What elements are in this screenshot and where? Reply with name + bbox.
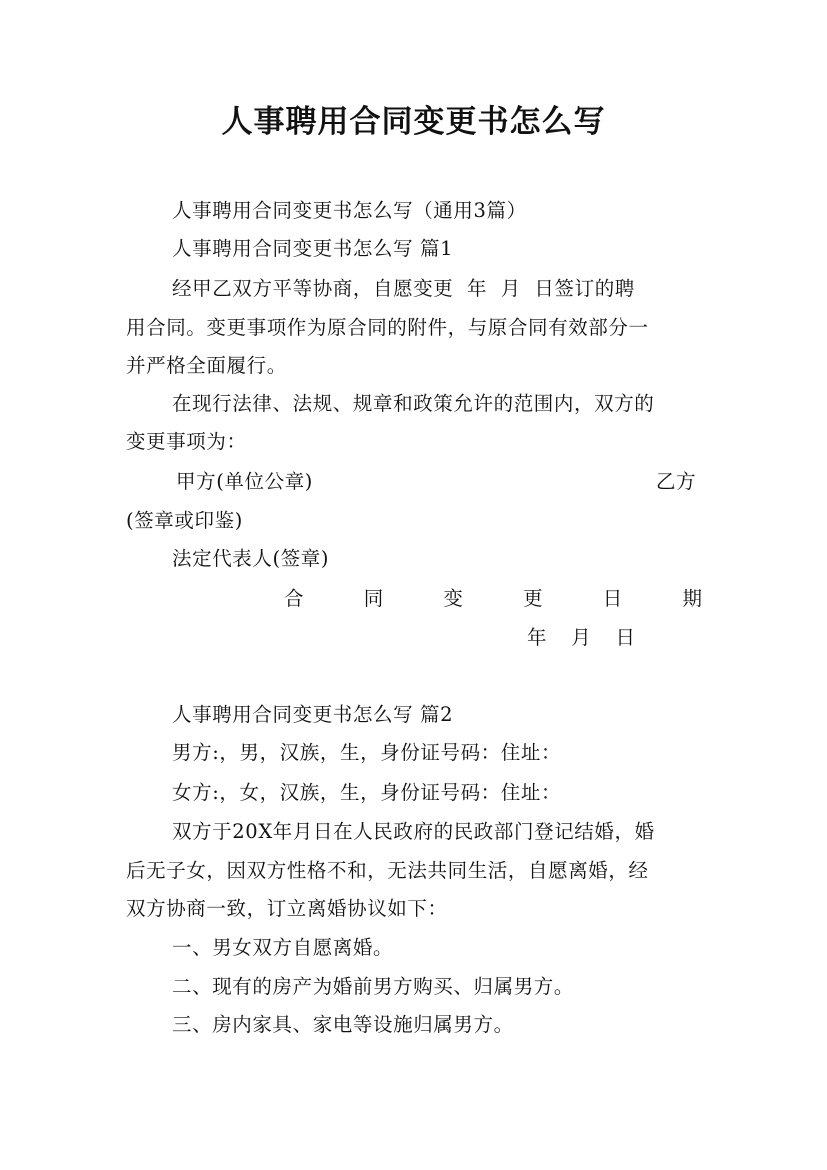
date-label-char: 合 (284, 587, 304, 610)
section1-p1-line1: 经甲乙双方平等协商，自愿变更 年 月 日签订的聘 (172, 277, 635, 300)
party-b-label: 乙方 (656, 470, 697, 493)
contract-change-date-label (284, 584, 702, 614)
section1-p2-line1: 在现行法律、法规、规章和政策允许的范围内，双方的 (172, 392, 655, 415)
section1-p1-line2: 用合同。变更事项作为原合同的附件，与原合同有效部分一 (126, 316, 649, 339)
section1-heading: 人事聘用合同变更书怎么写 篇1 (172, 237, 454, 260)
date-year: 年 (527, 626, 547, 649)
agreement-item: 一、男女双方自愿离婚。 (172, 936, 394, 959)
section1-p2-line2: 变更事项为： (126, 430, 247, 453)
female-party-info: 女方:，女，汉族，生，身份证号码：住址： (172, 781, 562, 804)
document-subtitle: 人事聘用合同变更书怎么写（通用3篇） (172, 199, 527, 222)
section2-heading: 人事聘用合同变更书怎么写 篇2 (172, 703, 454, 726)
date-year-month-day (527, 623, 635, 653)
agreement-item: 二、现有的房产为婚前男方购买、归属男方。 (172, 975, 575, 998)
party-a-seal: 甲方(单位公章) (176, 470, 314, 493)
date-label-char: 日 (602, 587, 623, 610)
male-party-info: 男方:，男，汉族，生，身份证号码：住址： (172, 741, 562, 764)
date-day: 日 (615, 626, 635, 649)
section2-p1-line3: 双方协商一致，订立离婚协议如下： (126, 897, 448, 920)
document-title: 人事聘用合同变更书怎么写 (221, 104, 606, 140)
section1-p1-line3: 并严格全面履行。 (126, 354, 287, 377)
section2-p1-line1: 双方于20X年月日在人民政府的民政部门登记结婚，婚 (172, 820, 655, 843)
date-month: 月 (571, 626, 591, 649)
party-b-sign: (签章或印鉴) (126, 509, 243, 532)
date-label-char: 更 (523, 587, 543, 610)
date-label-char: 期 (682, 587, 702, 610)
date-label-char: 变 (443, 587, 463, 610)
date-label-char: 同 (363, 587, 384, 610)
section2-p1-line2: 后无子女，因双方性格不和，无法共同生活，自愿离婚，经 (126, 859, 649, 882)
legal-representative: 法定代表人(签章) (172, 547, 330, 570)
agreement-item: 三、房内家具、家电等设施归属男方。 (172, 1013, 514, 1036)
